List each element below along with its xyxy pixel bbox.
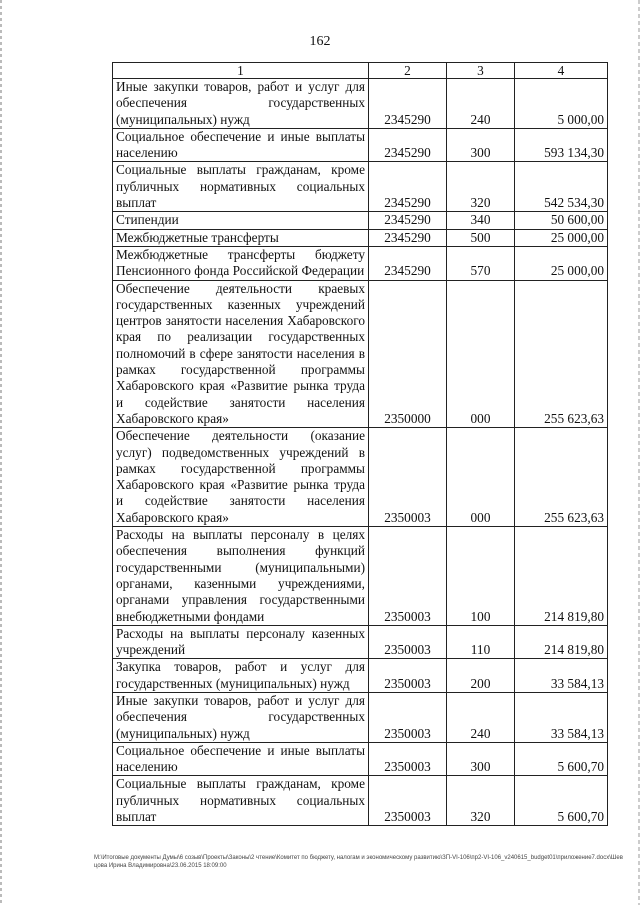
table-row xyxy=(113,229,608,246)
page-number: 162 xyxy=(309,34,331,49)
table-header-row xyxy=(113,63,608,79)
row-amount: 255 623,63 xyxy=(515,280,608,428)
table-row xyxy=(113,692,608,742)
row-target-code: 2345290 xyxy=(369,229,447,246)
scan-edge-left xyxy=(0,0,2,905)
table-row xyxy=(113,246,608,280)
table-row xyxy=(113,776,608,826)
table-row xyxy=(113,128,608,162)
row-target-code: 2350003 xyxy=(369,527,447,626)
header-col-4: 4 xyxy=(515,63,608,79)
row-target-code: 2350000 xyxy=(369,280,447,428)
row-amount: 5 600,70 xyxy=(515,742,608,776)
row-description: Социальные выплаты гражданам, кроме публичных нормативных социальных выплат xyxy=(113,776,369,826)
row-amount: 25 000,00 xyxy=(515,229,608,246)
row-amount: 214 819,80 xyxy=(515,527,608,626)
row-description: Межбюджетные трансферты xyxy=(113,229,369,246)
row-description: Расходы на выплаты персоналу в целях обеспечения выполнения функций государственными (муниципальными) органами, казенными учреждениями, органами управления государственными внебюджетными фондами xyxy=(113,527,369,626)
row-expense-type: 320 xyxy=(447,162,515,212)
row-expense-type: 000 xyxy=(447,280,515,428)
row-expense-type: 240 xyxy=(447,692,515,742)
row-description: Расходы на выплаты персоналу казенных учреждений xyxy=(113,625,369,659)
row-amount: 25 000,00 xyxy=(515,246,608,280)
row-expense-type: 570 xyxy=(447,246,515,280)
row-amount: 593 134,30 xyxy=(515,128,608,162)
row-target-code: 2350003 xyxy=(369,692,447,742)
row-expense-type: 300 xyxy=(447,742,515,776)
header-col-2: 2 xyxy=(369,63,447,79)
row-target-code: 2345290 xyxy=(369,128,447,162)
row-expense-type: 320 xyxy=(447,776,515,826)
table-row xyxy=(113,162,608,212)
row-amount: 50 600,00 xyxy=(515,212,608,229)
header-col-3: 3 xyxy=(447,63,515,79)
row-amount: 33 584,13 xyxy=(515,692,608,742)
row-amount: 214 819,80 xyxy=(515,625,608,659)
table-row xyxy=(113,527,608,626)
row-target-code: 2345290 xyxy=(369,79,447,129)
row-target-code: 2345290 xyxy=(369,162,447,212)
table-row xyxy=(113,280,608,428)
table-row xyxy=(113,428,608,527)
table-row xyxy=(113,79,608,129)
table-body xyxy=(113,79,608,826)
row-expense-type: 340 xyxy=(447,212,515,229)
row-description: Иные закупки товаров, работ и услуг для обеспечения государственных (муниципальных) нужд xyxy=(113,79,369,129)
row-target-code: 2345290 xyxy=(369,246,447,280)
row-target-code: 2350003 xyxy=(369,659,447,693)
table-row xyxy=(113,625,608,659)
table-row xyxy=(113,742,608,776)
row-target-code: 2350003 xyxy=(369,742,447,776)
row-description: Обеспечение деятельности краевых государственных казенных учреждений центров занятости населения Хабаровского края по реализации государственных полномочий в сфере занятости населения в рамках государственной программы Хабаровского края «Развитие рынка труда и содействие занятости населения Хабаровского края» xyxy=(113,280,369,428)
row-expense-type: 110 xyxy=(447,625,515,659)
row-amount: 542 534,30 xyxy=(515,162,608,212)
row-target-code: 2345290 xyxy=(369,212,447,229)
row-expense-type: 300 xyxy=(447,128,515,162)
file-path-footer: M:\Итоговые документы Думы\6 созыв\Проекты\Законы\2 чтение\Комитет по бюджету, налогам и экономическому развитию\ЗП-VI-106\пр2-VI-106_v240615_budget01\приложение7.docx\Шевцова Ирина Владимировна\23.06.2015 18:09:00 xyxy=(94,855,623,869)
row-expense-type: 100 xyxy=(447,527,515,626)
budget-table xyxy=(112,62,608,826)
row-description: Социальные выплаты гражданам, кроме публичных нормативных социальных выплат xyxy=(113,162,369,212)
row-expense-type: 240 xyxy=(447,79,515,129)
row-amount: 33 584,13 xyxy=(515,659,608,693)
row-description: Стипендии xyxy=(113,212,369,229)
row-amount: 5 600,70 xyxy=(515,776,608,826)
row-description: Обеспечение деятельности (оказание услуг) подведомственных учреждений в рамках государственной программы Хабаровского края «Развитие рынка труда и содействие занятости населения Хабаровского края» xyxy=(113,428,369,527)
row-expense-type: 000 xyxy=(447,428,515,527)
row-description: Социальное обеспечение и иные выплаты населению xyxy=(113,742,369,776)
row-description: Социальное обеспечение и иные выплаты населению xyxy=(113,128,369,162)
row-target-code: 2350003 xyxy=(369,625,447,659)
row-amount: 255 623,63 xyxy=(515,428,608,527)
row-target-code: 2350003 xyxy=(369,428,447,527)
table-row xyxy=(113,212,608,229)
row-description: Иные закупки товаров, работ и услуг для обеспечения государственных (муниципальных) нужд xyxy=(113,692,369,742)
row-target-code: 2350003 xyxy=(369,776,447,826)
row-expense-type: 200 xyxy=(447,659,515,693)
row-description: Межбюджетные трансферты бюджету Пенсионного фонда Российской Федерации xyxy=(113,246,369,280)
table-row xyxy=(113,659,608,693)
header-col-1: 1 xyxy=(113,63,369,79)
row-description: Закупка товаров, работ и услуг для государственных (муниципальных) нужд xyxy=(113,659,369,693)
row-amount: 5 000,00 xyxy=(515,79,608,129)
row-expense-type: 500 xyxy=(447,229,515,246)
